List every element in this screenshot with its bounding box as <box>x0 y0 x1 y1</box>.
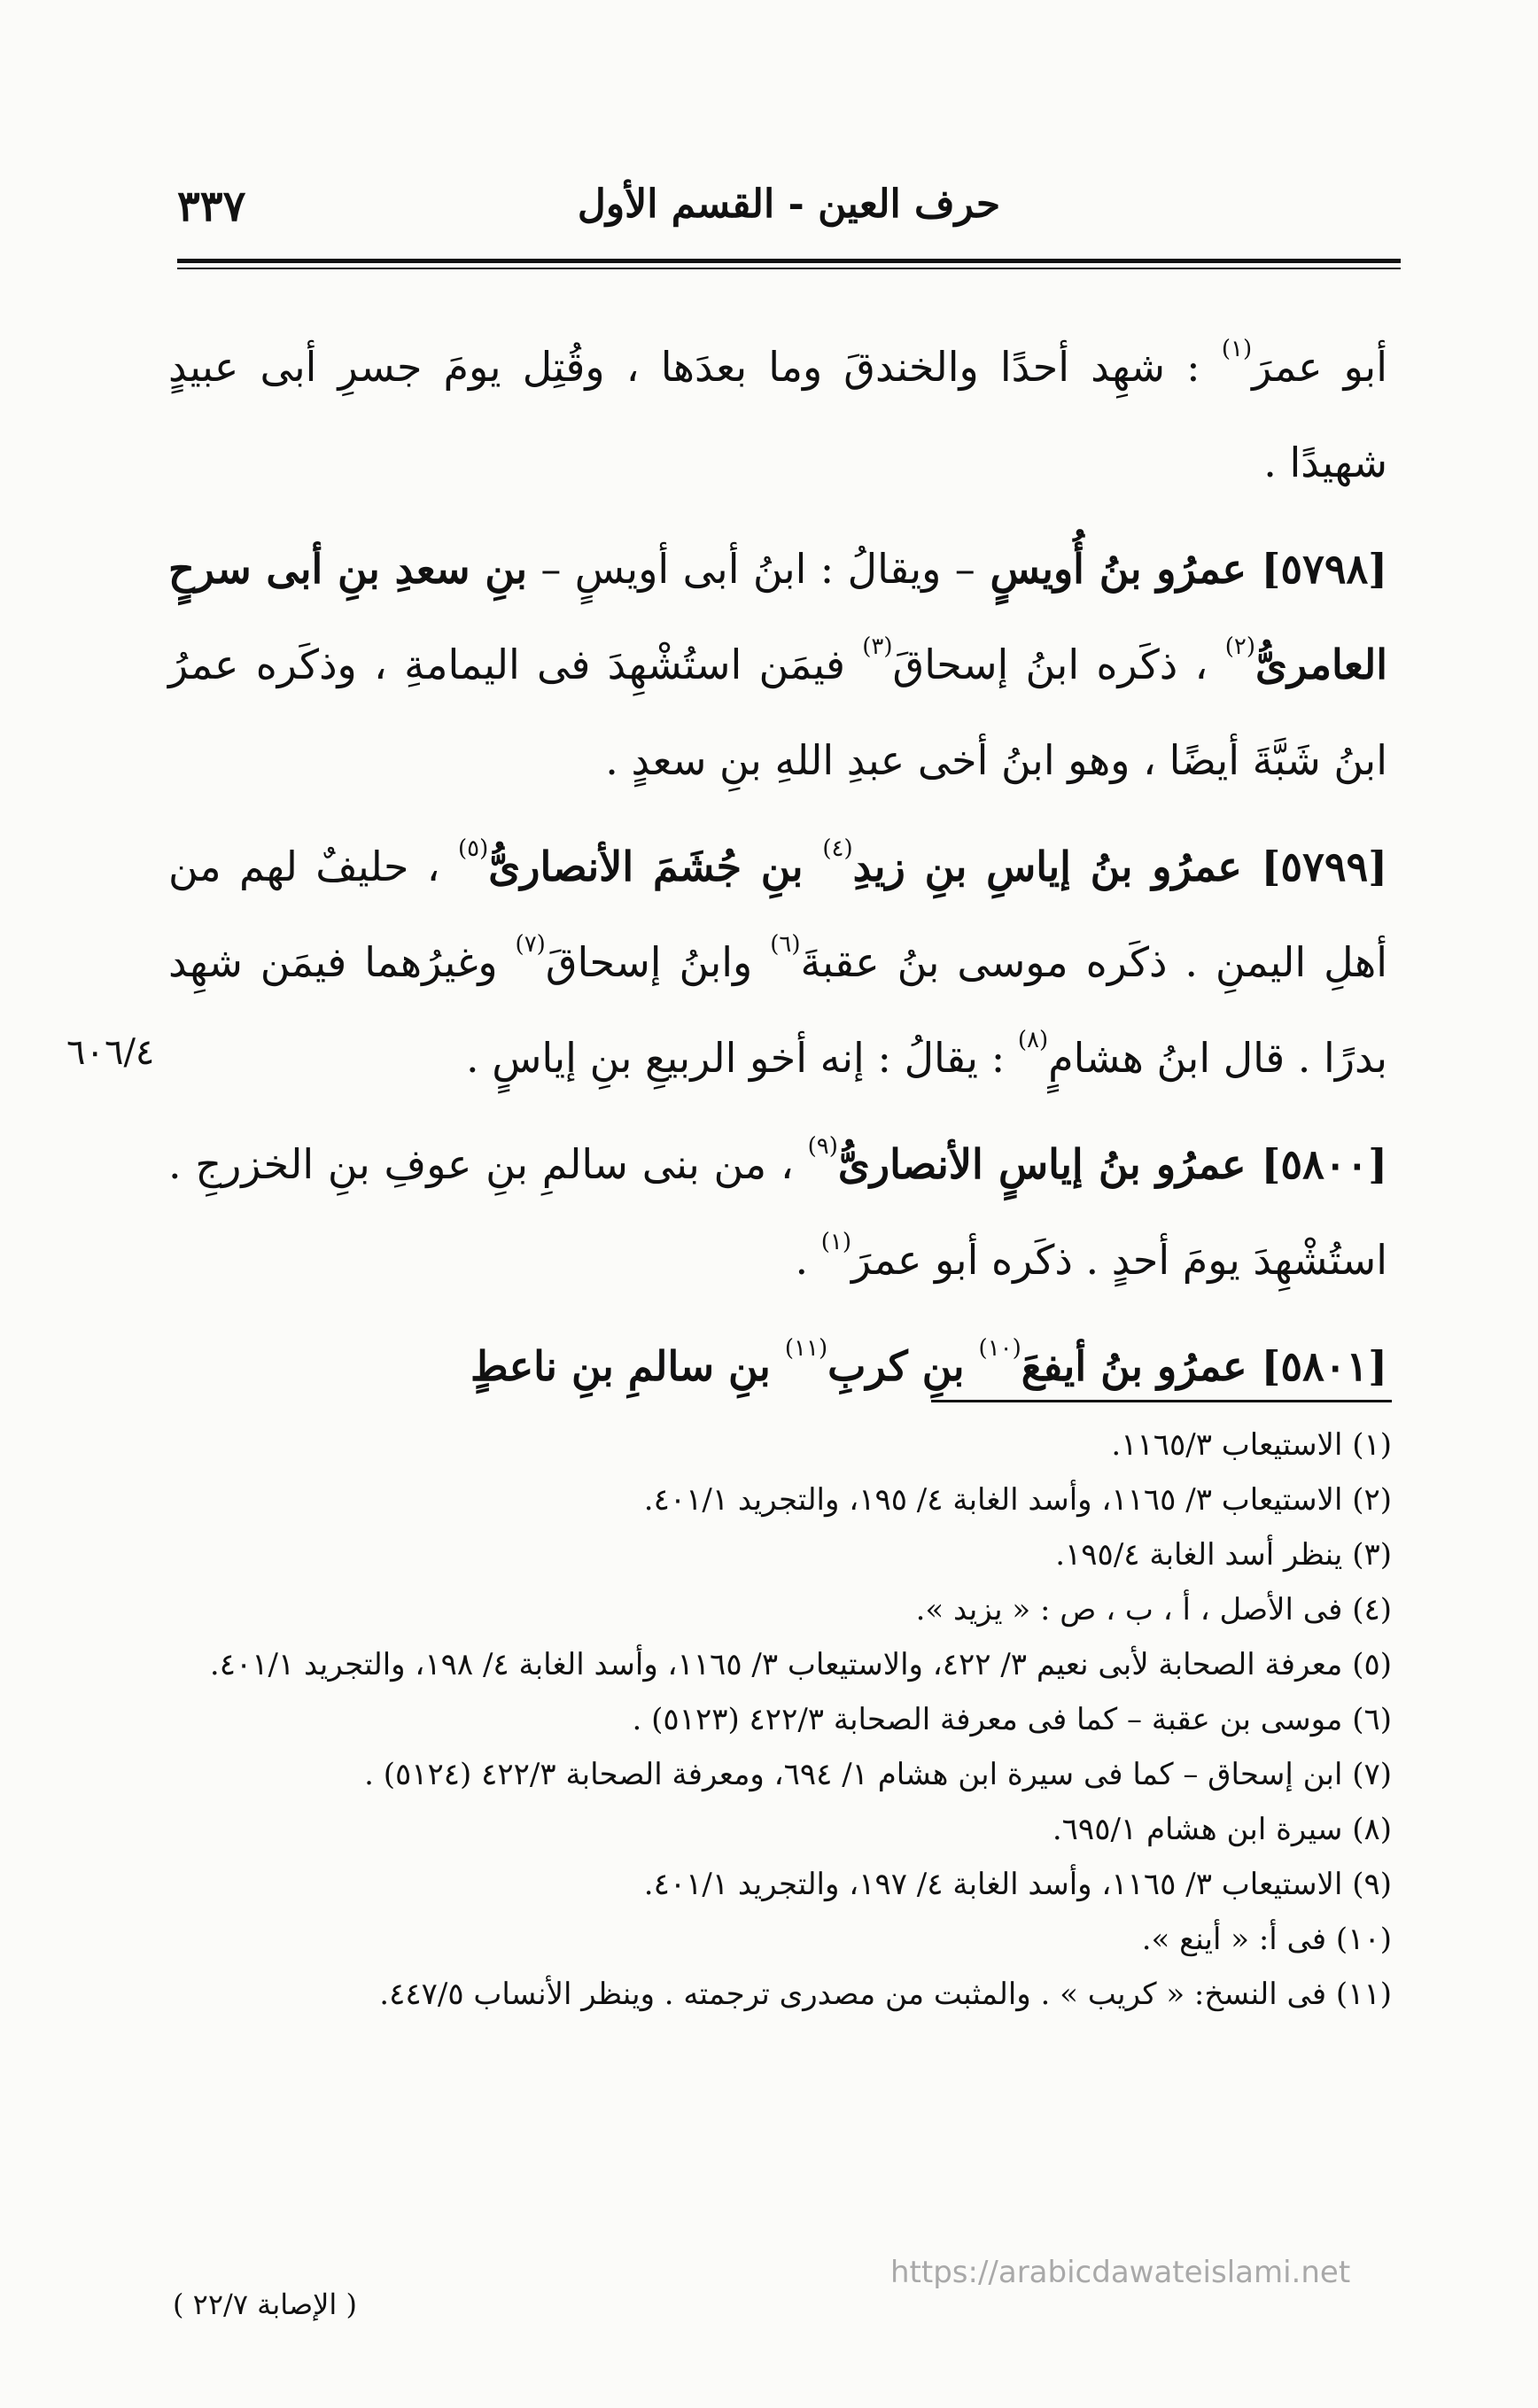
volume-signature: ( الإصابة ٢٢/٧ ) <box>173 2288 357 2321</box>
entry-text: ، ذكَره ابنُ إسحاقَ <box>892 641 1225 688</box>
footnote-ref: (١١) <box>784 1335 828 1362</box>
footnote: (٥) معرفة الصحابة لأبى نعيم ٣/ ٤٢٢، والاستيعاب ٣/ ١١٦٥، وأسد الغابة ٤/ ١٩٨، والتجريد ٤٠١/١. <box>209 1647 1392 1682</box>
footnote-separator <box>931 1400 1392 1402</box>
footnote-ref: (٢) <box>1224 633 1255 660</box>
entry-id: [٥٧٩٩] <box>1261 843 1387 890</box>
entry-id: [٥٨٠٠] <box>1261 1140 1387 1188</box>
entry-name: عمرُو بنُ إياسٍ الأنصارىُّ <box>837 1140 1262 1188</box>
footnote-ref: (٨) <box>1017 1027 1049 1053</box>
footnote: (٢) الاستيعاب ٣/ ١١٦٥، وأسد الغابة ٤/ ١٩٥، والتجريد ٤٠١/١. <box>643 1482 1392 1518</box>
entry-name-continued: بنِ جُشَمَ الأنصارىُّ <box>488 843 823 890</box>
entry-name: عمرُو بنُ أيفعَ <box>1021 1342 1262 1390</box>
entry-text: وغيرُهما فيمَن شهِد بدرًا . قال ابنُ هشامٍ <box>168 938 1387 1082</box>
footnote: (٧) ابن إسحاق – كما فى سيرة ابن هشام ١/ ٦٩٤، ومعرفة الصحابة ٤٢٢/٣ (٥١٢٤) . <box>364 1757 1392 1792</box>
footnote: (١٠) فى أ: « أينع ». <box>1141 1922 1392 1957</box>
entry-name-continued: بنِ سالمِ بنِ ناعطٍ <box>470 1342 785 1390</box>
footnote-ref: (١٠) <box>978 1335 1021 1362</box>
footnote-ref: (٣) <box>862 633 893 660</box>
footnote: (٨) سيرة ابن هشام ٦٩٥/١. <box>1052 1812 1392 1847</box>
entry-id: [٥٨٠١] <box>1261 1342 1387 1390</box>
footnote: (١) الاستيعاب ١١٦٥/٣. <box>1111 1427 1392 1463</box>
page-number: ٣٣٧ <box>177 182 246 231</box>
main-text <box>168 319 1387 1425</box>
margin-reference: ٦٠٦/٤ <box>66 1032 155 1073</box>
footnote: (١١) فى النسخ: « كريب » . والمثبت من مصدرى ترجمته . وينظر الأنساب ٤٤٧/٥. <box>379 1977 1392 2012</box>
footnote-ref: (١) <box>1221 336 1253 362</box>
footnote-ref: (٦) <box>770 931 801 958</box>
entry-continuation <box>168 319 1387 510</box>
entry-text: : يقالُ : إنه أخو الربيعِ بنِ إياسٍ . <box>465 1034 1018 1082</box>
page-header <box>177 182 1401 235</box>
footnote: (٩) الاستيعاب ٣/ ١١٦٥، وأسد الغابة ٤/ ١٩٧، والتجريد ٤٠١/١. <box>643 1867 1392 1902</box>
footnote-ref: (٧) <box>515 931 546 958</box>
footnotes <box>168 1418 1392 2022</box>
entry-text: ، حليفٌ لهم من أهلِ اليمنِ . ذكَره موسى بنُ عقبةَ <box>168 843 1387 986</box>
entry-5800 <box>168 1116 1387 1308</box>
entry-name: عمرُو بنُ أُويسٍ <box>975 545 1262 593</box>
entry-5799 <box>168 819 1387 1106</box>
entry-text: فيمَن استُشْهِدَ فى اليمامةِ ، وذكَره عمرُ ابنُ شَبَّةَ أيضًا ، وهو ابنُ أخى عبدِ اللهِ بنِ سعدٍ . <box>168 641 1387 784</box>
running-title: حرف العين - القسم الأول <box>577 182 1001 227</box>
header-rule <box>177 259 1401 263</box>
footnote-ref: (٥) <box>457 835 489 862</box>
footnote-ref: (٩) <box>807 1133 838 1160</box>
footnote-ref: (١) <box>820 1229 851 1255</box>
entry-5798 <box>168 521 1387 808</box>
footnote: (٤) فى الأصل ، أ ، ب ، ص : « يزيد ». <box>915 1592 1392 1627</box>
entry-text: ، من بنى سالمِ بنِ عوفِ بنِ الخزرجِ . استُشْهِدَ يومَ أحدٍ . ذكَره أبو عمرَ <box>168 1140 1387 1284</box>
header-rule-thin <box>177 268 1401 269</box>
entry-text: . <box>795 1236 821 1284</box>
entry-text: : شهِد أحدًا والخندقَ وما بعدَها ، وقُتِل يومَ جسرِ أبى عبيدٍ شهيدًا . <box>168 343 1387 486</box>
entry-name-continued: بنِ سعدِ بنِ أبى سرحٍ العامرىُّ <box>168 545 1387 688</box>
footnote: (٣) ينظر أسد الغابة ١٩٥/٤. <box>1055 1537 1392 1573</box>
entry-name: عمرُو بنُ إياسِ بنِ زيدِ <box>852 843 1262 890</box>
entry-text: أبو عمرَ <box>1252 343 1387 391</box>
footnote-ref: (٤) <box>822 835 853 862</box>
entry-id: [٥٧٩٨] <box>1261 545 1387 593</box>
entry-text: وابنُ إسحاقَ <box>545 938 771 986</box>
footnote: (٦) موسى بن عقبة – كما فى معرفة الصحابة ٤٢٢/٣ (٥١٢٣) . <box>632 1702 1392 1737</box>
entry-text: – ويقالُ : ابنُ أبى أويسٍ – <box>527 545 975 593</box>
watermark-url: https://arabicdawateislami.net <box>890 2255 1351 2290</box>
entry-name-continued: بنِ كربِ <box>827 1342 979 1390</box>
